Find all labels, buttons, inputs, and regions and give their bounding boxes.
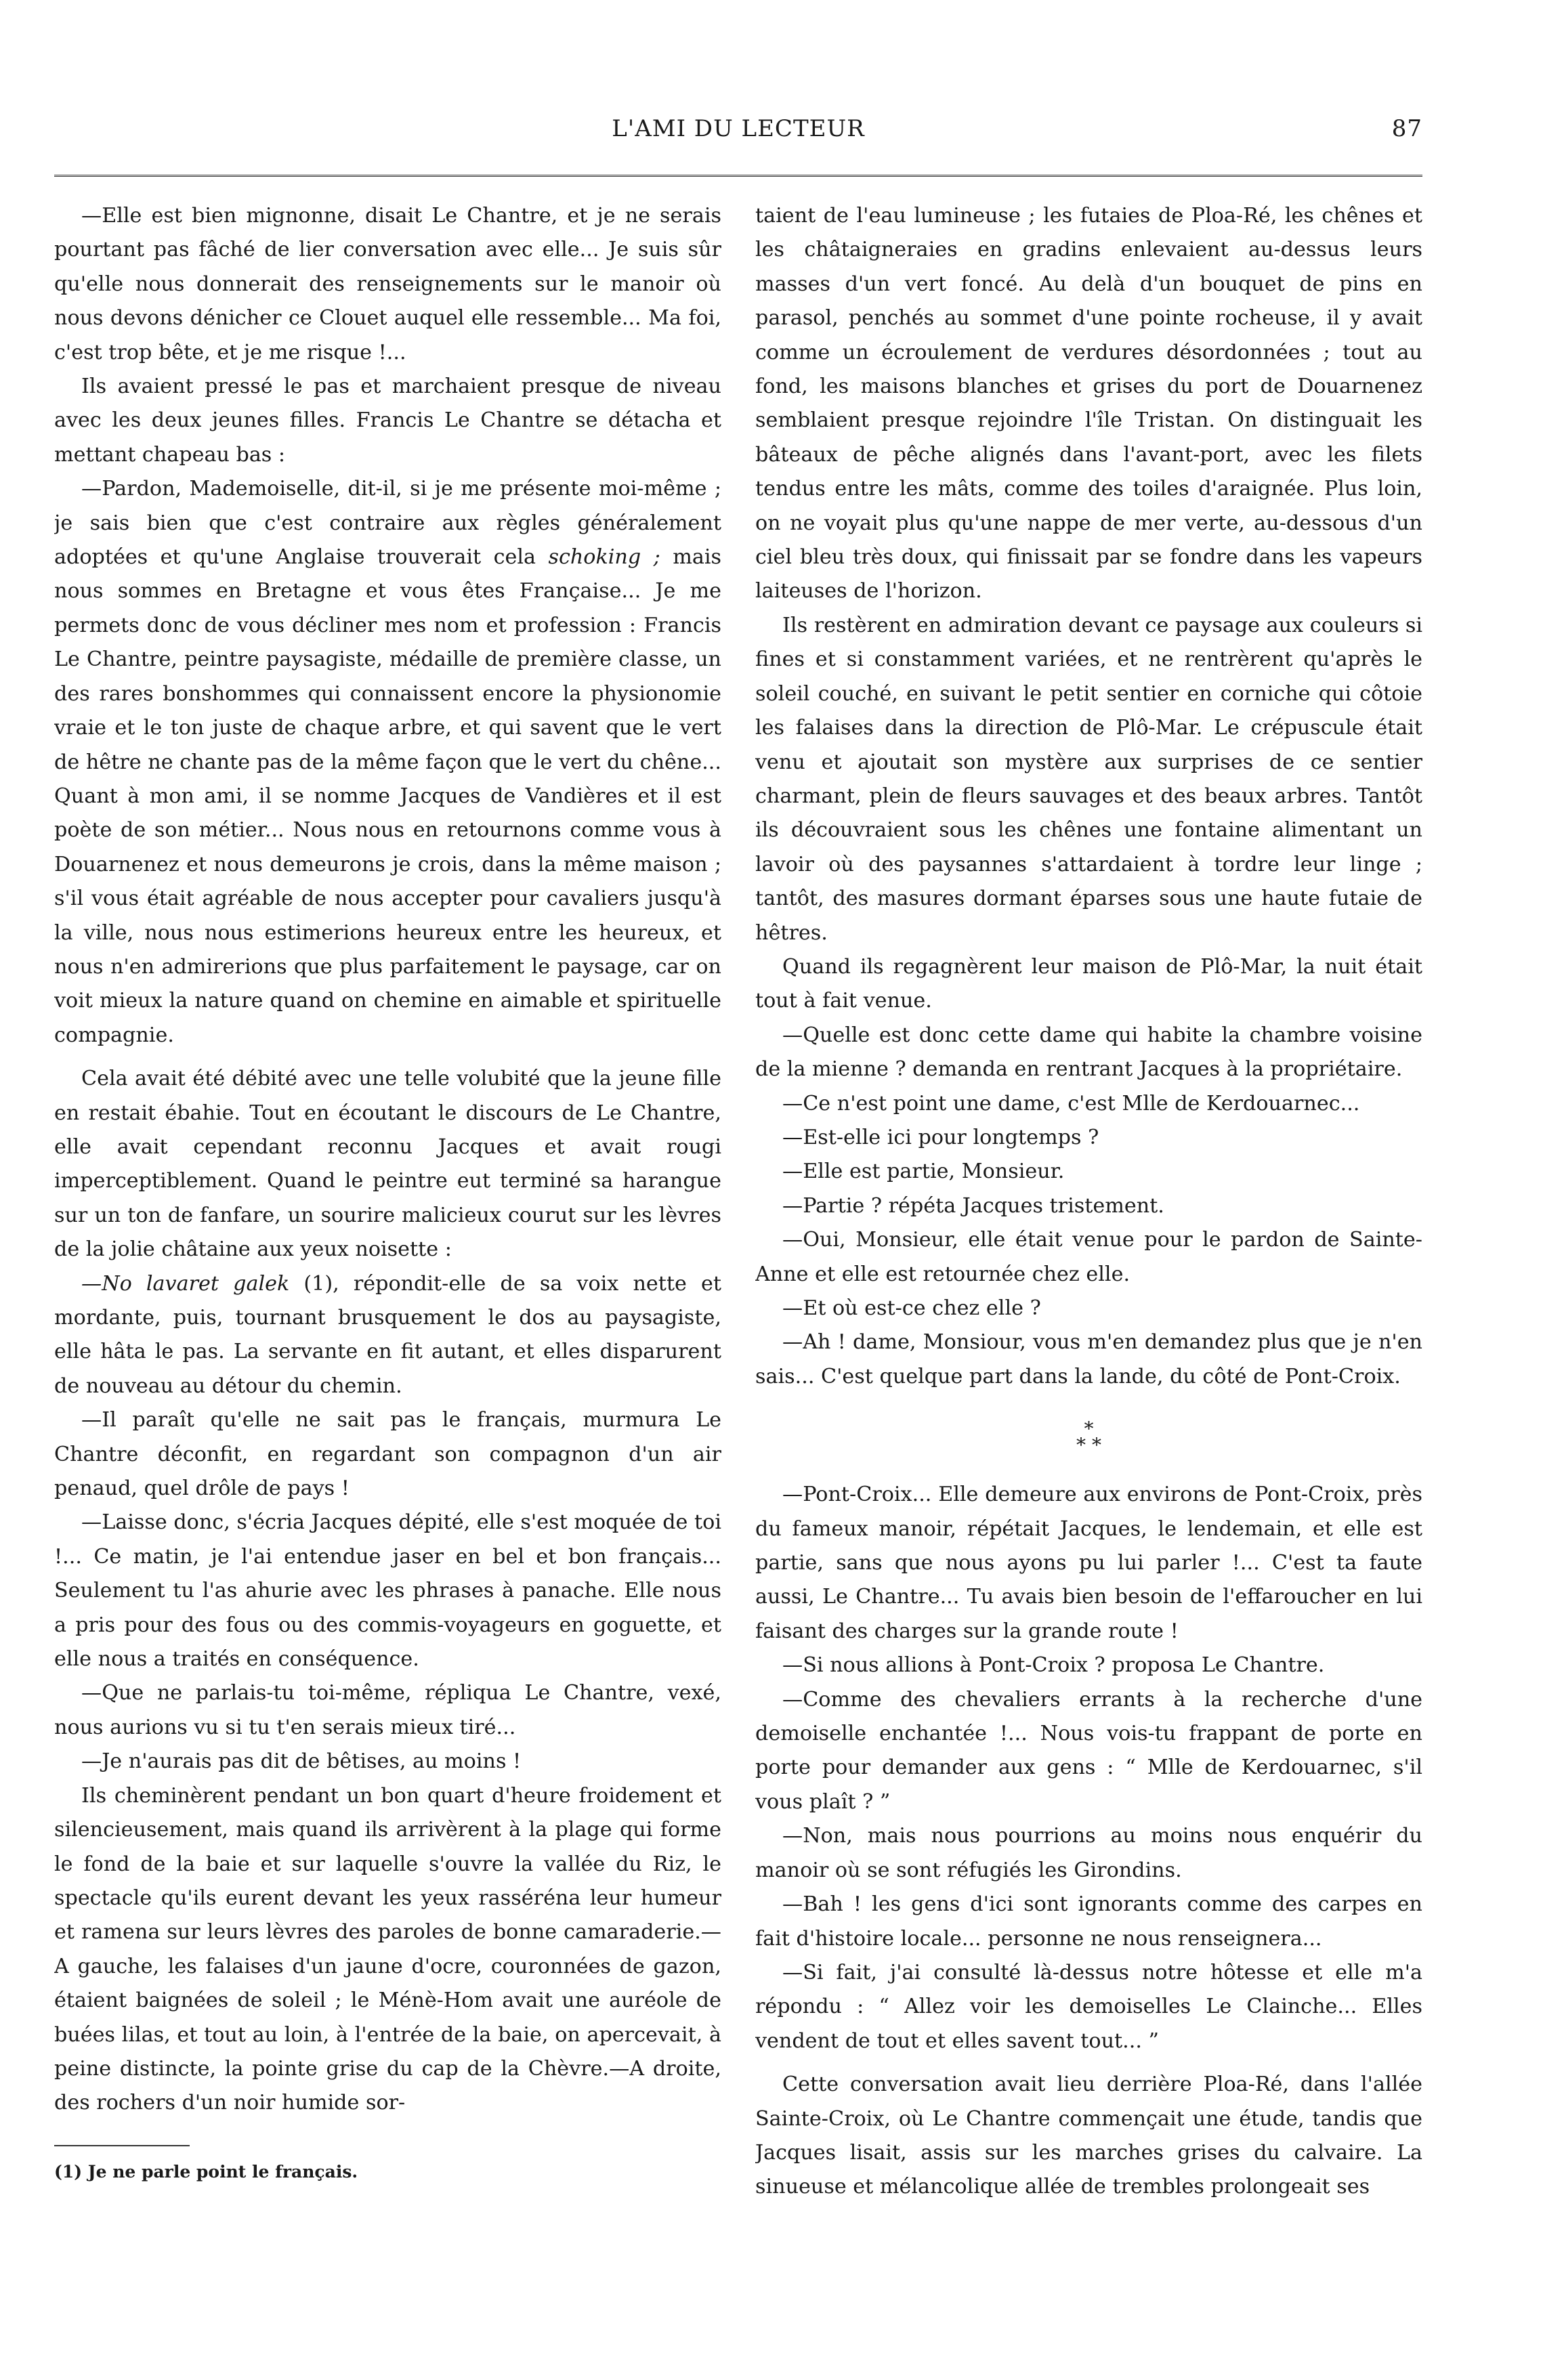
running-title: L'AMI DU LECTEUR [612, 115, 865, 142]
text-columns [54, 199, 1422, 2312]
paragraph: —Oui, Monsieur, elle était venue pour le pardon de Sainte-Anne et elle est retournée chez elle. [755, 1228, 1422, 1286]
paragraph [54, 1267, 721, 1404]
asterism-top: * [1084, 1418, 1094, 1441]
paragraph: —Ah ! dame, Monsiour, vous m'en demandez plus que je n'en sais... C'est quelque part dans la lande, du côté de Pont-Croix. [755, 1330, 1422, 1388]
breton-phrase: —No lavaret galek [81, 1271, 290, 1296]
paragraph: —Comme des chevaliers errants à la recherche d'une demoiselle enchantée !... Nous vois-tu frappant de porte en porte pour demander aux gens : “ Mlle de Kerdouarnec, s'il vous plaît ? ” [755, 1687, 1422, 1814]
paragraph: —Elle est bien mignonne, disait Le Chantre, et je ne serais pourtant pas fâché de lier conversation avec elle... Je suis sûr qu'elle nous donnerait des renseignements sur le manoir où nous devons dénicher ce Clouet auquel elle ressemble... Ma foi, c'est trop bête, et je me risque !... [54, 204, 721, 364]
paragraph: —Laisse donc, s'écria Jacques dépité, elle s'est moquée de toi !... Ce matin, je l'ai entendue jaser en bel et bon français... Seulement tu l'as ahurie avec les phrases à panache. Elle nous a pris pour des fous ou des commis-voyageurs en goguette, et elle nous a traités en conséquence. [54, 1510, 721, 1672]
page [54, 115, 1422, 2350]
text-run: (1), répondit-elle de sa voix nette et mordante, puis, tournant brusquement le dos au paysagiste, elle hâta le pas. La servante en fit autant, et elles disparurent de nouveau au détour du chemin. [54, 1271, 721, 1398]
paragraph: —Et où est-ce chez elle ? [782, 1296, 1041, 1320]
right-column [755, 199, 1422, 2312]
paragraph: —Ce n'est point une dame, c'est Mlle de Kerdouarnec... [782, 1091, 1360, 1115]
text-run: —Pardon, Mademoiselle, dit-il, si je me présente moi-même ; je sais bien que c'est contraire aux règles généralement adoptées et qu'une Anglaise trouverait cela [54, 477, 721, 570]
running-head [54, 115, 1422, 163]
paragraph: Cela avait été débité avec une telle volubité que la jeune fille en restait ébahie. Tout en écoutant le discours de Le Chantre, elle avait cependant reconnu Jacques et avait rougi imperceptiblement. Quand le peintre eut terminé sa harangue sur un ton de fanfare, un sourire malicieux courut sur les lèvres de la jolie châtaine aux yeux noisette : [54, 1067, 721, 1262]
header-rule [54, 175, 1422, 179]
paragraph: —Si fait, j'ai consulté là-dessus notre hôtesse et elle m'a répondu : “ Allez voir les demoiselles Le Clainche... Elles vendent de tout et elles savent tout... ” [755, 1960, 1422, 2053]
paragraph: —Je n'aurais pas dit de bêtises, au moins ! [81, 1749, 522, 1774]
asterism-bottom: * * [1076, 1434, 1101, 1457]
paragraph: —Que ne parlais-tu toi-même, répliqua Le Chantre, vexé, nous aurions vu si tu t'en serais mieux tiré... [54, 1681, 721, 1739]
paragraph: taient de l'eau lumineuse ; les futaies de Ploa-Ré, les chênes et les châtaigneraies en gradins enlevaient au-dessus leurs masses d'un vert foncé. Au delà d'un bouquet de pins en parasol, penchés au sommet d'une pointe rocheuse, il y avait comme un écroulement de verdures désordonnées ; tout au fond, les maisons blanches et grises du port de Douarnenez semblaient presque rejoindre l'île Tristan. On distinguait les bâteaux de pêche alignés dans l'avant-port, avec les filets tendus entre les mâts, comme des toiles d'araignée. Plus loin, on ne voyait plus qu'une nappe de mer verte, au-dessous d'un ciel bleu très doux, qui finissait par se fondre dans les vapeurs laiteuses de l'horizon. [755, 204, 1422, 603]
paragraph: —Pont-Croix... Elle demeure aux environs de Pont-Croix, près du fameux manoir, répétait Jacques, le lendemain, et elle est partie, sans que nous ayons pu lui parler !... C'est ta faute aussi, Le Chantre... Tu avais bien besoin de l'effaroucher en lui faisant des charges sur la grande route ! [755, 1483, 1422, 1643]
left-column [54, 199, 721, 2312]
section-asterism [755, 1418, 1422, 1457]
paragraph: —Bah ! les gens d'ici sont ignorants comme des carpes en fait d'histoire locale... personne ne nous renseignera... [755, 1892, 1422, 1951]
paragraph: —Quelle est donc cette dame qui habite la chambre voisine de la mienne ? demanda en rentrant Jacques à la propriétaire. [755, 1023, 1422, 1082]
paragraph: —Est-elle ici pour longtemps ? [782, 1125, 1099, 1149]
paragraph [54, 472, 721, 1053]
paragraph: —Non, mais nous pourrions au moins nous enquérir du manoir où se sont réfugiés les Girondins. [755, 1824, 1422, 1882]
paragraph: —Si nous allions à Pont-Croix ? proposa Le Chantre. [782, 1653, 1325, 1678]
footnote-rule [54, 2145, 190, 2146]
footnote: (1) Je ne parle point le français. [54, 2161, 358, 2182]
paragraph: Quand ils regagnèrent leur maison de Plô-Mar, la nuit était tout à fait venue. [755, 954, 1422, 1013]
paragraph: —Elle est partie, Monsieur. [782, 1160, 1065, 1184]
paragraph: —Il paraît qu'elle ne sait pas le français, murmura Le Chantre déconfit, en regardant son compagnon d'un air penaud, quel drôle de pays ! [54, 1408, 721, 1501]
italic-word: schoking ; [548, 545, 660, 570]
paragraph: Ils avaient pressé le pas et marchaient presque de niveau avec les deux jeunes filles. Francis Le Chantre se détacha et mettant chapeau bas : [54, 375, 721, 467]
paragraph: Ils restèrent en admiration devant ce paysage aux couleurs si fines et si constamment variées, et ne rentrèrent qu'après le soleil couché, en suivant le petit sentier en corniche qui côtoie les falaises dans la direction de Plô-Mar. Le crépuscule était venu et ajoutait son mystère aux surprises de ce sentier charmant, plein de fleurs sauvages et des beaux arbres. Tantôt ils découvraient sous les chênes une fontaine alimentant un lavoir où des paysannes s'attardaient à tordre leur linge ; tantôt, des masures dormant éparses sous une haute futaie de hêtres. [755, 613, 1422, 945]
paragraph: —Partie ? répéta Jacques tristement. [782, 1193, 1164, 1218]
text-run: mais nous sommes en Bretagne et vous êtes Française... Je me permets donc de vous décliner mes nom et profession : Francis Le Chantre, peintre paysagiste, médaille de première classe, un des rares bonshommes qui connaissent encore la physionomie vraie et le ton juste de chaque arbre, et qui savent que le vert de hêtre ne chante pas de la même façon que le vert du chêne... Quant à mon ami, il se nomme Jacques de Vandières et il est poète de son métier... Nous nous en retournons comme vous à Douarnenez et nous demeurons je crois, dans la même maison ; s'il vous était agréable de nous accepter pour cavaliers jusqu'à la ville, nous nous estimerions heureux entre les heureux, et nous n'en admirerions que plus parfaitement le paysage, car on voit mieux la nature quand on chemine en aimable et spirituelle compagnie. [54, 545, 721, 1047]
paragraph: Ils cheminèrent pendant un bon quart d'heure froidement et silencieusement, mais quand ils arrivèrent à la plage qui forme le fond de la baie et sur laquelle s'ouvre la vallée du Riz, le spectacle qu'ils eurent devant les yeux rasséréna leur humeur et ramena sur leurs lèvres des paroles de bonne camaraderie.—A gauche, les falaises d'un jaune d'ocre, couronnées de gazon, étaient baignées de soleil ; le Ménè-Hom avait une auréole de buées lilas, et tout au loin, à l'entrée de la baie, on apercevait, à peine distincte, la pointe grise du cap de la Chèvre.—A droite, des rochers d'un noir humide sor- [54, 1783, 721, 2115]
paragraph: Cette conversation avait lieu derrière Ploa-Ré, dans l'allée Sainte-Croix, où Le Chantre commençait une étude, tandis que Jacques lisait, assis sur les marches grises du calvaire. La sinueuse et mélancolique allée de trembles prolongeait ses [755, 2073, 1422, 2199]
page-number: 87 [1391, 115, 1422, 142]
